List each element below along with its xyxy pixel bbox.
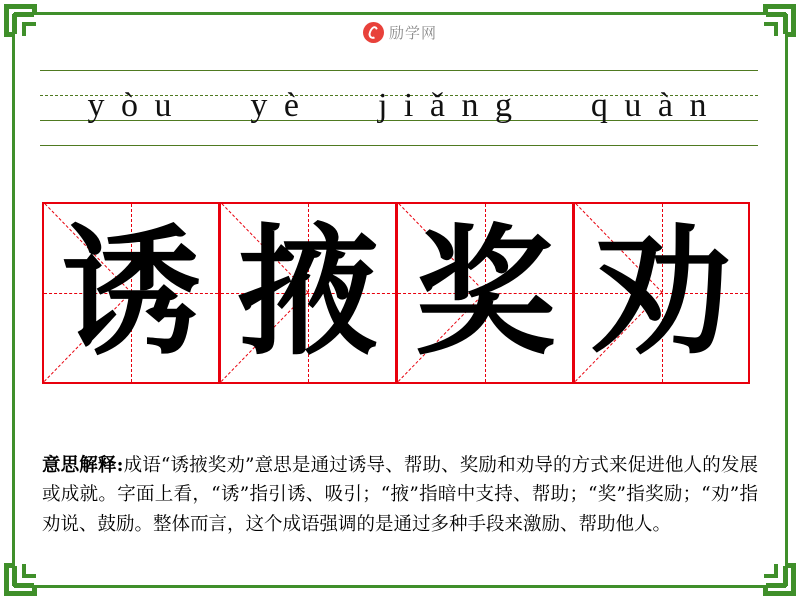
explanation-text: 成语“诱掖奖劝”意思是通过诱导、帮助、奖励和劝导的方式来促进他人的发展或成就。字面上看，“诱”指引诱、吸引；“掖”指暗中支持、帮助；“奖”指奖励；“劝”指劝说、鼓励。整体而言，这个成语强调的是通过多种手段来激励、帮助他人。 xyxy=(42,454,758,536)
character-glyph: 诱 xyxy=(60,211,201,375)
pinyin-syllable-1: y ò u xyxy=(87,87,176,124)
character-cell xyxy=(219,202,396,384)
site-logo-text: 励学网 xyxy=(388,25,437,42)
site-logo[interactable] xyxy=(0,22,800,43)
explanation-paragraph xyxy=(42,451,758,541)
explanation-label: 意思解释: xyxy=(42,454,124,476)
pinyin-syllable-3: j i ǎ n g xyxy=(377,87,516,124)
character-grid xyxy=(42,202,750,384)
character-glyph: 掖 xyxy=(237,211,378,375)
corner-ornament-bottom-left xyxy=(4,550,50,596)
pinyin-syllable-4: q u à n xyxy=(590,87,711,124)
corner-ornament-bottom-right xyxy=(750,550,796,596)
flame-circle-icon xyxy=(363,22,384,43)
character-cell xyxy=(573,202,750,384)
frame-line-bottom xyxy=(14,585,786,588)
pinyin-row xyxy=(40,70,758,146)
frame-line-right xyxy=(785,14,788,586)
pinyin-staff xyxy=(40,70,758,146)
character-cell xyxy=(396,202,573,384)
character-cell xyxy=(42,202,219,384)
frame-line-left xyxy=(12,14,15,586)
character-glyph: 奖 xyxy=(414,211,555,375)
character-glyph: 劝 xyxy=(591,211,732,375)
frame-line-top xyxy=(14,12,786,15)
pinyin-syllable-2: y è xyxy=(250,87,304,124)
